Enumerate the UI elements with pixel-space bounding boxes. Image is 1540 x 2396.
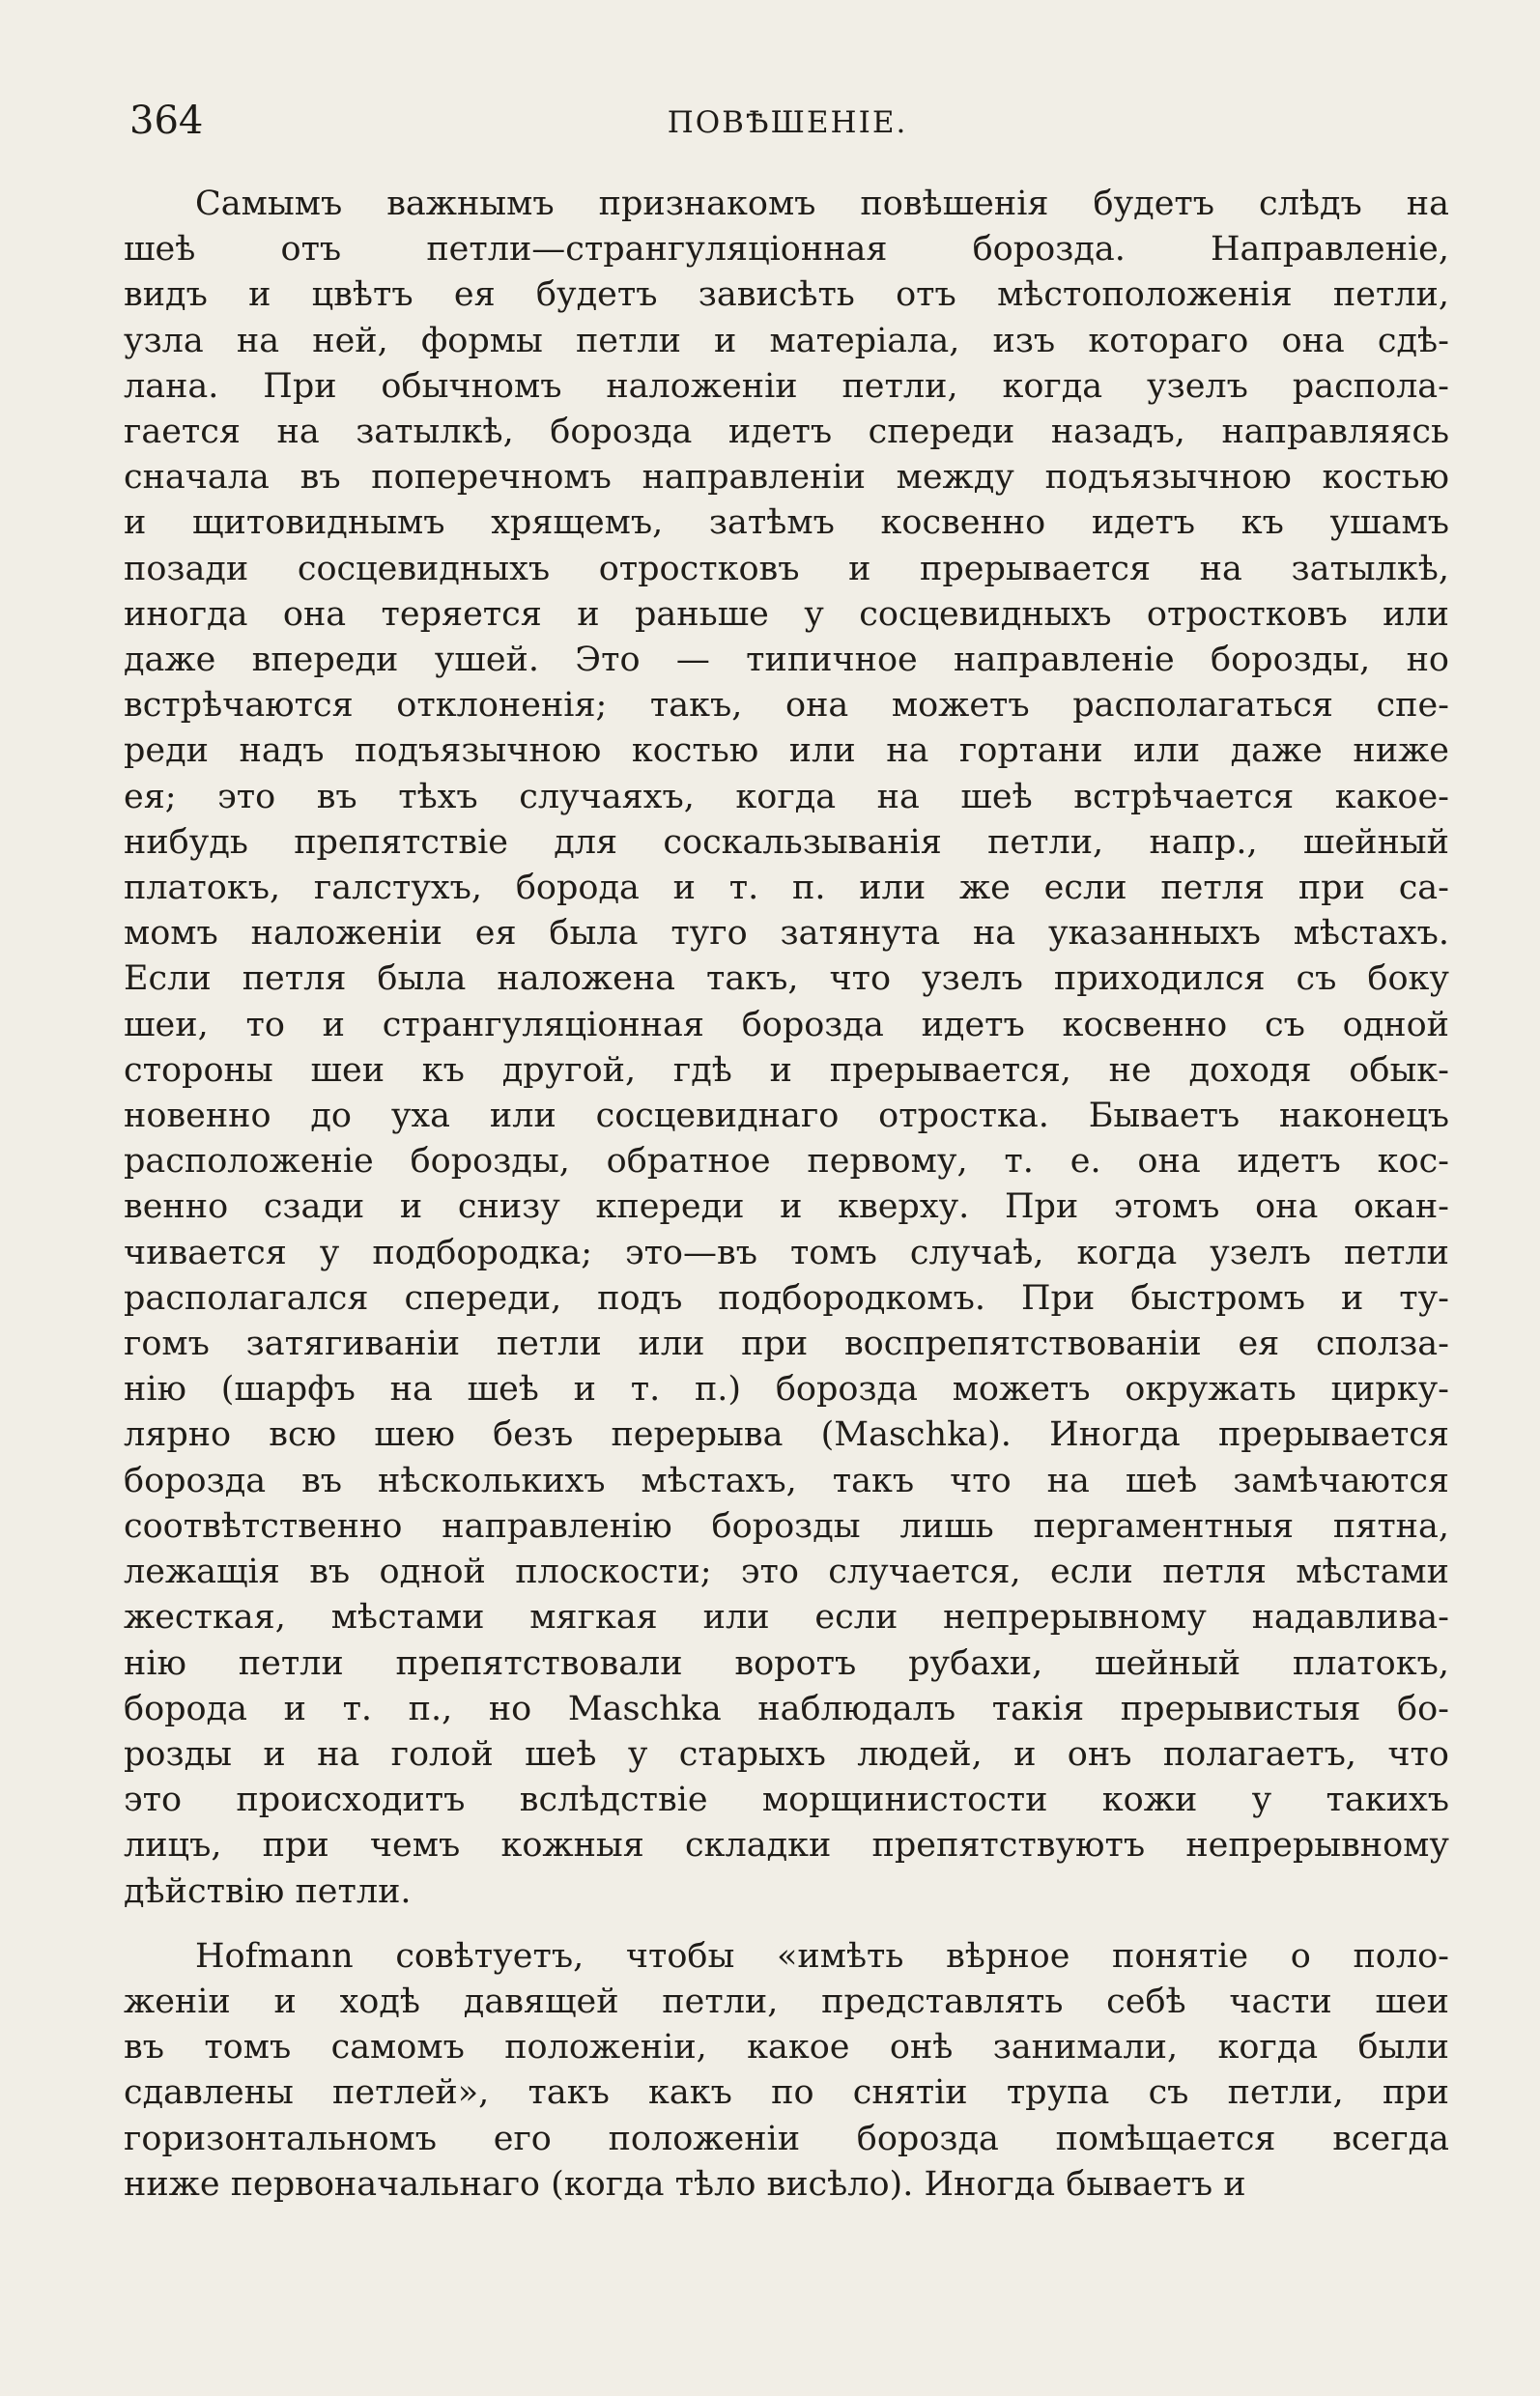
text-line: гомъ затягиваніи петли или при воспрепятствованіи ея сполза- [124,1325,1449,1364]
text-line: нію (шарфъ на шеѣ и т. п.) борозда можетъ окружать цирку- [124,1370,1449,1410]
text-line: момъ наложеніи ея была туго затянута на указанныхъ мѣстахъ. [124,914,1449,954]
text-line: сначала въ поперечномъ направленіи между подъязычною костью [124,458,1449,498]
text-line: иногда она теряется и раньше у сосцевидныхъ отростковъ или [124,594,1449,634]
text-line: дѣйствію петли. [124,1871,412,1911]
text-line: шеи, то и странгуляціонная борозда идетъ косвенно съ одной [124,1005,1449,1044]
page-number: 364 [129,99,204,143]
text-line: ниже первоначальнаго (когда тѣло висѣло). Иногда бываетъ и [124,2164,1246,2204]
text-line: Hofmann совѣтуетъ, чтобы «имѣть вѣрное понятіе о поло- [195,1936,1449,1976]
text-line: соотвѣтственно направленію борозды лишь пергаментныя пятна, [124,1506,1449,1546]
text-line: позади сосцевидныхъ отростковъ и прерывается на затылкѣ, [124,549,1449,588]
text-line: расположеніе борозды, обратное первому, т. е. она идетъ кос- [124,1142,1449,1182]
text-line: это происходитъ вслѣдствіе морщинистости кожи у такихъ [124,1781,1449,1820]
running-title: ПОВѢШЕНІЕ. [667,105,908,140]
paragraph [124,1934,1449,2208]
text-line: въ томъ самомъ положеніи, какое онѣ занимали, когда были [124,2028,1449,2068]
text-line: ея; это въ тѣхъ случаяхъ, когда на шеѣ встрѣчается какое- [124,777,1449,816]
text-line: нибудь препятствіе для соскальзыванія петли, напр., шейный [124,822,1449,862]
text-line: реди надъ подъязычною костью или на гортани или даже ниже [124,731,1449,771]
text-line: нію петли препятствовали воротъ рубахи, шейный платокъ, [124,1643,1449,1683]
text-line: лицъ, при чемъ кожныя складки препятствуютъ непрерывному [124,1826,1449,1866]
text-line: Если петля была наложена такъ, что узелъ приходился съ боку [124,959,1449,999]
text-line: располагался спереди, подъ подбородкомъ. При быстромъ и ту- [124,1278,1449,1318]
text-line: лярно всю шею безъ перерыва (Maschka). Иногда прерывается [124,1415,1449,1455]
text-line: гается на затылкѣ, борозда идетъ спереди назадъ, направляясь [124,413,1449,452]
text-line: борозда въ нѣсколькихъ мѣстахъ, такъ что на шеѣ замѣчаются [124,1461,1449,1500]
text-line: и щитовиднымъ хрящемъ, затѣмъ косвенно идетъ къ ушамъ [124,503,1449,543]
text-line: венно сзади и снизу кпереди и кверху. При этомъ она окан- [124,1187,1449,1227]
text-line: сдавлены петлей», такъ какъ по снятіи трупа съ петли, при [124,2073,1449,2113]
body-text [124,182,1449,2227]
text-line: чивается у подбородка; это—въ томъ случаѣ, когда узелъ петли [124,1233,1449,1272]
paragraph [124,182,1449,1915]
text-line: лана. При обычномъ наложеніи петли, когда узелъ распола- [124,366,1449,406]
text-line: узла на ней, формы петли и матеріала, изъ котораго она сдѣ- [124,321,1449,360]
text-line: шеѣ отъ петли—странгуляціонная борозда. Направленіе, [124,230,1449,270]
text-line: женіи и ходѣ давящей петли, представлять себѣ части шеи [124,1982,1449,2021]
text-line: платокъ, галстухъ, борода и т. п. или же если петля при са- [124,869,1449,908]
text-line: жесткая, мѣстами мягкая или если непрерывному надавлива- [124,1598,1449,1638]
text-line: новенно до уха или сосцевиднаго отростка. Бываетъ наконецъ [124,1097,1449,1136]
text-line: стороны шеи къ другой, гдѣ и прерывается, не доходя обык- [124,1050,1449,1090]
text-line: даже впереди ушей. Это — типичное направленіе борозды, но [124,641,1449,680]
text-line: встрѣчаются отклоненія; такъ, она можетъ располагаться спе- [124,686,1449,726]
text-line: борода и т. п., но Maschka наблюдалъ такія прерывистыя бо- [124,1689,1449,1728]
page-header [126,92,1449,150]
text-line: Самымъ важнымъ признакомъ повѣшенія будетъ слѣдъ на [195,185,1449,223]
text-line: видъ и цвѣтъ ея будетъ зависѣть отъ мѣстоположенія петли, [124,275,1449,315]
text-line: лежащія въ одной плоскости; это случается, если петля мѣстами [124,1553,1449,1592]
text-line: горизонтальномъ его положеніи борозда помѣщается всегда [124,2119,1449,2158]
text-line: розды и на голой шеѣ у старыхъ людей, и онъ полагаетъ, что [124,1734,1449,1774]
